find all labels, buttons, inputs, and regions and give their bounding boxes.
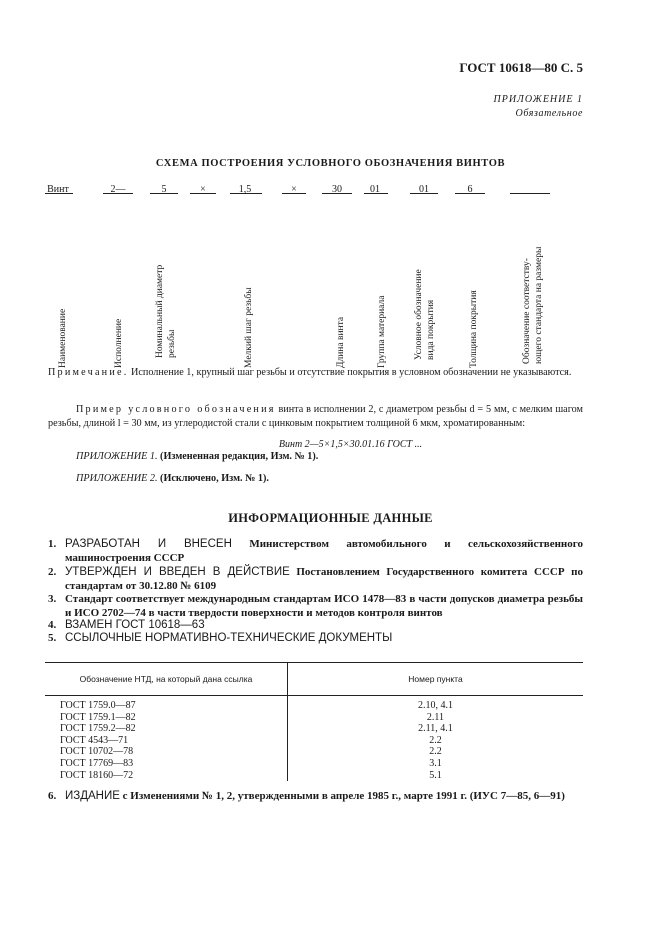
label-version: Исполнение (114, 318, 124, 368)
table-row: ГОСТ 18160—72 5.1 (45, 770, 583, 782)
info-item-1: 1. РАЗРАБОТАН И ВНЕСЕН Министерством автомобильного и сельскохозяйственного машиностроения СССР (48, 538, 583, 564)
table-row: ГОСТ 10702—78 2.2 (45, 746, 583, 758)
scheme-field-version: 2— (110, 184, 126, 195)
underline (230, 193, 262, 194)
note-paragraph: Примечание. Исполнение 1, крупный шаг резьбы и отсутствие покрытия в условном обозначении не указываются. (48, 367, 572, 378)
example-paragraph: Пример условного обозначения винта в исполнении 2, с диаметром резьбы d = 5 мм, с мелким шагом резьбы, длиной l = 30 мм, из углеродистой стали с цинковым покрытием толщиной 6 мкм, хроматированным: (48, 404, 583, 429)
info-item-5: 5. ССЫЛОЧНЫЕ НОРМАТИВНО-ТЕХНИЧЕСКИЕ ДОКУМЕНТЫ (48, 632, 393, 644)
scheme-field-diameter: 5 (161, 184, 167, 195)
amendment-1: ПРИЛОЖЕНИЕ 1. (Измененная редакция, Изм. № 1). (76, 451, 319, 462)
col-header-document: Обозначение НТД, на который дана ссылка (45, 663, 288, 696)
label-thickness: Толщина покрытия (469, 290, 479, 368)
underline (364, 193, 388, 194)
scheme-title: СХЕМА ПОСТРОЕНИЯ УСЛОВНОГО ОБОЗНАЧЕНИЯ ВИНТОВ (155, 158, 506, 169)
label-coating: Условное обозначение вида покрытия (414, 269, 436, 360)
info-title: ИНФОРМАЦИОННЫЕ ДАННЫЕ (228, 511, 433, 525)
scheme-field-length: 30 (332, 184, 342, 195)
col-header-clause: Номер пункта (288, 663, 584, 696)
label-standard: Обозначение соответству- ющего стандарта на размеры (522, 246, 544, 364)
underline (282, 193, 306, 194)
amendment-2: ПРИЛОЖЕНИЕ 2. (Исключено, Изм. № 1). (76, 473, 269, 484)
underline (322, 193, 352, 194)
scheme-field-times-1: × (200, 184, 206, 195)
info-item-2: 2. УТВЕРЖДЕН И ВВЕДЕН В ДЕЙСТВИЕ Постановлением Государственного комитета СССР по стандартам от 30.12.80 № 6109 (48, 566, 583, 592)
example-formula: Винт 2—5×1,5×30.01.16 ГОСТ ... (278, 439, 423, 450)
references-table (45, 662, 583, 781)
underline (190, 193, 216, 194)
scheme-field-thickness: 6 (467, 184, 473, 195)
label-material: Группа материала (377, 295, 387, 368)
underline (455, 193, 485, 194)
info-item-6: 6. ИЗДАНИЕ с Изменениями № 1, 2, утвержденными в апреле 1985 г., марте 1991 г. (ИУС 7—85, 6—91) (48, 790, 565, 802)
info-item-4: 4. ВЗАМЕН ГОСТ 10618—63 (48, 619, 205, 631)
info-item-3: 3. Стандарт соответствует международным стандартам ИСО 1478—83 в части допусков диаметра резьбы и ИСО 2702—74 в части твердости поверхности и методов контроля винтов (48, 593, 583, 619)
label-pitch: Мелкий шаг резьбы (244, 287, 254, 368)
underline (510, 193, 550, 194)
table-row: ГОСТ 4543—71 2.2 (45, 735, 583, 747)
page-header: ГОСТ 10618—80 С. 5 (459, 60, 583, 75)
scheme-field-pitch: 1,5 (238, 184, 252, 195)
table-row: ГОСТ 17769—83 3.1 (45, 758, 583, 770)
underline (45, 193, 73, 194)
scheme-field-times-2: × (291, 184, 297, 195)
underline (150, 193, 178, 194)
table-row: ГОСТ 1759.2—82 2.11, 4.1 (45, 723, 583, 735)
label-length: Длина винта (336, 316, 346, 368)
table-row: ГОСТ 1759.1—82 2.11 (45, 712, 583, 724)
table-row: ГОСТ 1759.0—87 2.10, 4.1 (45, 696, 583, 712)
label-name: Наименование (58, 308, 68, 368)
scheme-field-name: Винт (47, 184, 69, 195)
underline (410, 193, 438, 194)
scheme-field-coating: 01 (419, 184, 429, 195)
label-diameter: Номинальный диаметр резьбы (155, 264, 177, 358)
underline (103, 193, 133, 194)
scheme-field-material: 01 (370, 184, 380, 195)
appendix-label: ПРИЛОЖЕНИЕ 1 (493, 94, 583, 105)
appendix-status: Обязательное (515, 108, 583, 119)
